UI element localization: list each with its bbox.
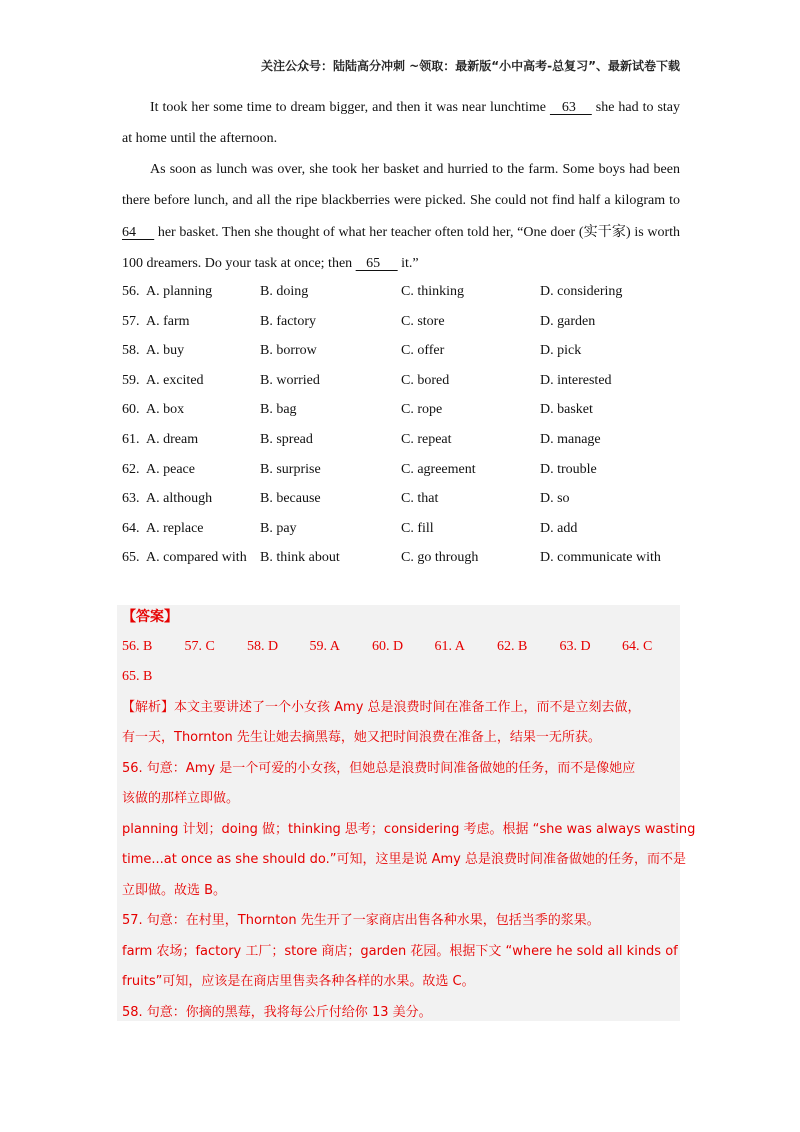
question-row	[122, 343, 682, 363]
answer-heading: 【答案】	[122, 610, 178, 625]
option-c: C. repeat	[401, 432, 452, 447]
option-a: A. buy	[146, 343, 185, 359]
option-a: A. farm	[146, 313, 190, 329]
analysis-line: 56. 句意：Amy 是一个可爱的小女孩，但她总是浪费时间准备做她的任务，而不是像她应	[122, 761, 636, 776]
question-row	[122, 432, 682, 452]
option-c: C. offer	[401, 343, 445, 359]
option-a: A. peace	[146, 461, 195, 477]
question-number: 63.	[122, 491, 140, 507]
option-a: A. excited	[146, 372, 204, 388]
option-c: C. bored	[401, 372, 450, 388]
answer-key: 63. D	[559, 639, 591, 654]
option-b: B. because	[260, 491, 321, 507]
option-d: D. interested	[540, 372, 612, 388]
option-c: C. go through	[401, 550, 479, 566]
answer-key-row	[122, 632, 677, 662]
option-b: B. surprise	[260, 461, 321, 477]
analysis-line: 57. 句意：在村里，Thornton 先生开了一家商店出售各种水果，包括当季的浆果。	[122, 913, 600, 928]
question-number: 61.	[122, 432, 140, 447]
question-row	[122, 373, 682, 393]
question-number: 64.	[122, 520, 140, 536]
question-row	[122, 402, 682, 422]
option-a: A. box	[146, 402, 185, 418]
option-b: B. worried	[260, 372, 320, 388]
analysis-line: 【解析】本文主要讲述了一个小女孩 Amy 总是浪费时间在准备工作上，而不是立刻去做，	[122, 700, 641, 715]
option-c: C. rope	[401, 402, 443, 418]
option-a: A. planning	[146, 284, 213, 299]
analysis-line: farm 农场；factory 工厂；store 商店；garden 花园。根据下文 “where he sold all kinds of	[122, 944, 678, 959]
option-d: D. trouble	[540, 461, 597, 477]
answer-key: 61. A	[434, 639, 465, 654]
option-d: D. add	[540, 520, 578, 536]
option-a: A. although	[146, 491, 213, 507]
page-header: 关注公众号：陆陆高分冲刺 ~领取：最新版“小中高考-总复习”、最新试卷下载	[261, 59, 680, 73]
answer-key: 56. B	[122, 639, 153, 654]
question-number: 60.	[122, 402, 140, 418]
question-row	[122, 521, 682, 541]
option-b: B. pay	[260, 520, 297, 536]
blank-63: 63	[549, 100, 592, 115]
analysis-line: 该做的那样立即做。	[122, 791, 240, 806]
option-a: A. replace	[146, 520, 204, 536]
passage-text: her basket. Then she thought of what her teacher often told her, “One doer (实干家) is worth 100 dreamers. Do your task at once; then	[122, 224, 680, 271]
option-c: C. agreement	[401, 461, 476, 477]
analysis-line: planning 计划；doing 做；thinking 思考；considering 考虑。根据 “she was always wasting	[122, 822, 696, 837]
passage-paragraph-1	[122, 92, 680, 155]
option-d: D. basket	[540, 402, 593, 418]
option-d: D. so	[540, 491, 570, 507]
question-number: 58.	[122, 343, 140, 359]
option-c: C. fill	[401, 520, 434, 536]
option-c: C. store	[401, 313, 445, 329]
option-d: D. considering	[540, 284, 623, 299]
option-a: A. dream	[146, 432, 199, 447]
question-row	[122, 550, 682, 570]
passage-text: it.”	[397, 255, 419, 271]
blank-64: 64	[122, 224, 155, 240]
option-b: B. doing	[260, 284, 309, 299]
passage-text: As soon as lunch was over, she took her basket and hurried to the farm. Some boys had been there before lunch, and all the ripe blackberries were picked. She could not find half a kilogram to	[122, 162, 680, 209]
answer-key: 59. A	[309, 639, 340, 654]
answer-key: 62. B	[497, 639, 528, 654]
passage-text: she had to stay at home until the afternoon.	[122, 100, 681, 147]
question-row	[122, 491, 682, 511]
option-c: C. thinking	[401, 284, 465, 299]
option-d: D. communicate with	[540, 550, 661, 566]
passage-paragraph-2	[122, 154, 680, 279]
answer-key: 64. C	[622, 639, 653, 654]
option-b: B. spread	[260, 432, 313, 447]
option-a: A. compared with	[146, 550, 247, 566]
analysis-line: 有一天，Thornton 先生让她去摘黑莓，她又把时间浪费在准备上，结果一无所获。	[122, 730, 601, 745]
option-c: C. that	[401, 491, 439, 507]
answer-key: 57. C	[184, 639, 215, 654]
question-row	[122, 314, 682, 334]
question-number: 57.	[122, 313, 140, 329]
passage-text: It took her some time to dream bigger, and then it was near lunchtime	[150, 100, 550, 115]
analysis-line: time...at once as she should do.”可知，这里是说 Amy 总是浪费时间准备做她的任务，而不是	[122, 852, 687, 867]
answer-key: 58. D	[247, 639, 279, 654]
question-number: 65.	[122, 550, 140, 566]
blank-65: 65	[355, 255, 398, 271]
option-b: B. bag	[260, 402, 297, 418]
question-number: 56.	[122, 284, 140, 299]
question-row	[122, 462, 682, 482]
option-b: B. think about	[260, 550, 340, 566]
option-b: B. borrow	[260, 343, 317, 359]
question-number: 59.	[122, 372, 140, 388]
option-d: D. pick	[540, 343, 582, 359]
answer-key-65: 65. B	[122, 669, 153, 684]
option-b: B. factory	[260, 313, 316, 329]
analysis-line: 58. 句意：你摘的黑莓，我将每公斤付给你 13 美分。	[122, 1005, 432, 1020]
option-d: D. garden	[540, 313, 596, 329]
analysis-line: fruits”可知，应该是在商店里售卖各种各样的水果。故选 C。	[122, 974, 475, 989]
analysis-line: 立即做。故选 B。	[122, 883, 227, 898]
answer-key: 60. D	[372, 639, 404, 654]
question-row	[122, 284, 682, 304]
question-number: 62.	[122, 461, 140, 477]
option-d: D. manage	[540, 432, 601, 447]
